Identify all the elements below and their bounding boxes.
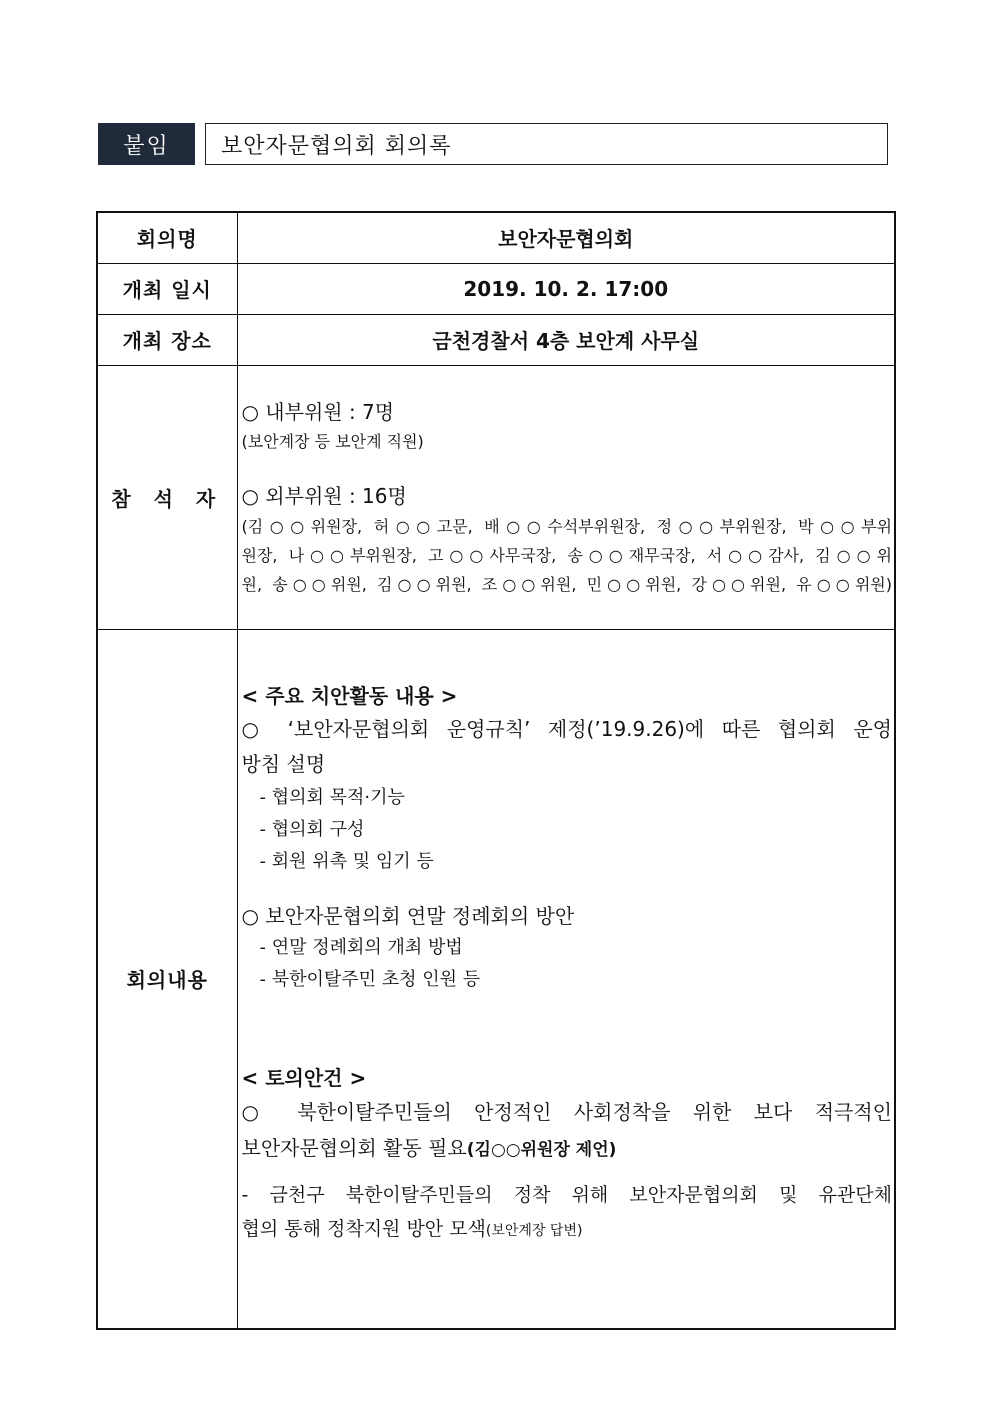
answer-note: (보안계장 답변): [485, 1222, 583, 1239]
item-yearend-sub: - 북한이탈주민 초청 인원 등: [259, 968, 481, 990]
answer-line: - 금천구 북한이탈주민들의 정착 위해 보안자문협의회 및 유관단체: [241, 1183, 892, 1206]
external-members-title: ○ 외부위원 : 16명: [241, 483, 407, 508]
topic-line: [242, 1130, 893, 1168]
item-rules-line: ○ ‘보안자문협의회 운영규칙’ 제정(’19.9.26)에 따른 협의회 운영: [241, 716, 892, 741]
document-title: 보안자문협의회 회의록: [205, 123, 888, 165]
section-activities-title: < 주요 치안활동 내용 >: [241, 683, 458, 708]
answer-line: [242, 1212, 893, 1248]
location-value: 금천경찰서 4층 보안계 사무실: [237, 314, 895, 365]
minutes-table: [96, 211, 896, 1330]
row-datetime: [97, 263, 895, 314]
answer-text: 협의 통해 정착지원 방안 모색: [241, 1217, 486, 1240]
item-rules-line: 방침 설명: [241, 751, 326, 776]
row-meeting-name: [97, 212, 895, 263]
location-label: 개최 장소: [97, 314, 237, 365]
content-label: 회의내용: [97, 629, 237, 1329]
external-members-line: 원, 송○○위원, 김○○위원, 조○○위원, 민○○위원, 강○○위원, 유○○위원): [241, 574, 892, 594]
datetime-value: 2019. 10. 2. 17:00: [237, 263, 895, 314]
row-attendees: [97, 365, 895, 629]
attachment-badge: 붙임: [98, 123, 195, 165]
external-members-line: 원장, 나○○부위원장, 고○○사무국장, 송○○재무국장, 서○○감사, 김○○위: [241, 545, 892, 565]
row-content: [97, 629, 895, 1329]
topic-text: 보안자문협의회 활동 필요: [241, 1135, 467, 1160]
item-rules-sub: - 협의회 구성: [259, 818, 365, 840]
meeting-name-value: 보안자문협의회: [237, 212, 895, 263]
external-members-line: (김○○위원장, 허○○고문, 배○○수석부위원장, 정○○부위원장, 박○○부위: [241, 516, 892, 536]
content-cell: [237, 629, 895, 1329]
item-rules-sub: - 회원 위촉 및 임기 등: [259, 850, 434, 872]
internal-members-title: ○ 내부위원 : 7명: [241, 399, 395, 424]
item-yearend-sub: - 연말 정례회의 개최 방법: [259, 936, 463, 958]
meeting-name-label: 회의명: [97, 212, 237, 263]
row-location: [97, 314, 895, 365]
attendees-cell: [237, 365, 895, 629]
item-rules-sub: - 협의회 목적·기능: [259, 786, 405, 808]
item-yearend-line: ○ 보안자문협의회 연말 정례회의 방안: [241, 903, 575, 928]
internal-members-note: (보안계장 등 보안계 직원): [241, 431, 424, 451]
topic-note: (김○○위원장 제언): [466, 1139, 617, 1160]
topic-line: ○ 북한이탈주민들의 안정적인 사회정착을 위한 보다 적극적인: [241, 1099, 892, 1124]
datetime-label: 개최 일시: [97, 263, 237, 314]
title-bar: [98, 123, 890, 165]
section-discussion-title: < 토의안건 >: [241, 1065, 367, 1090]
attendees-label: 참 석 자: [97, 365, 237, 629]
